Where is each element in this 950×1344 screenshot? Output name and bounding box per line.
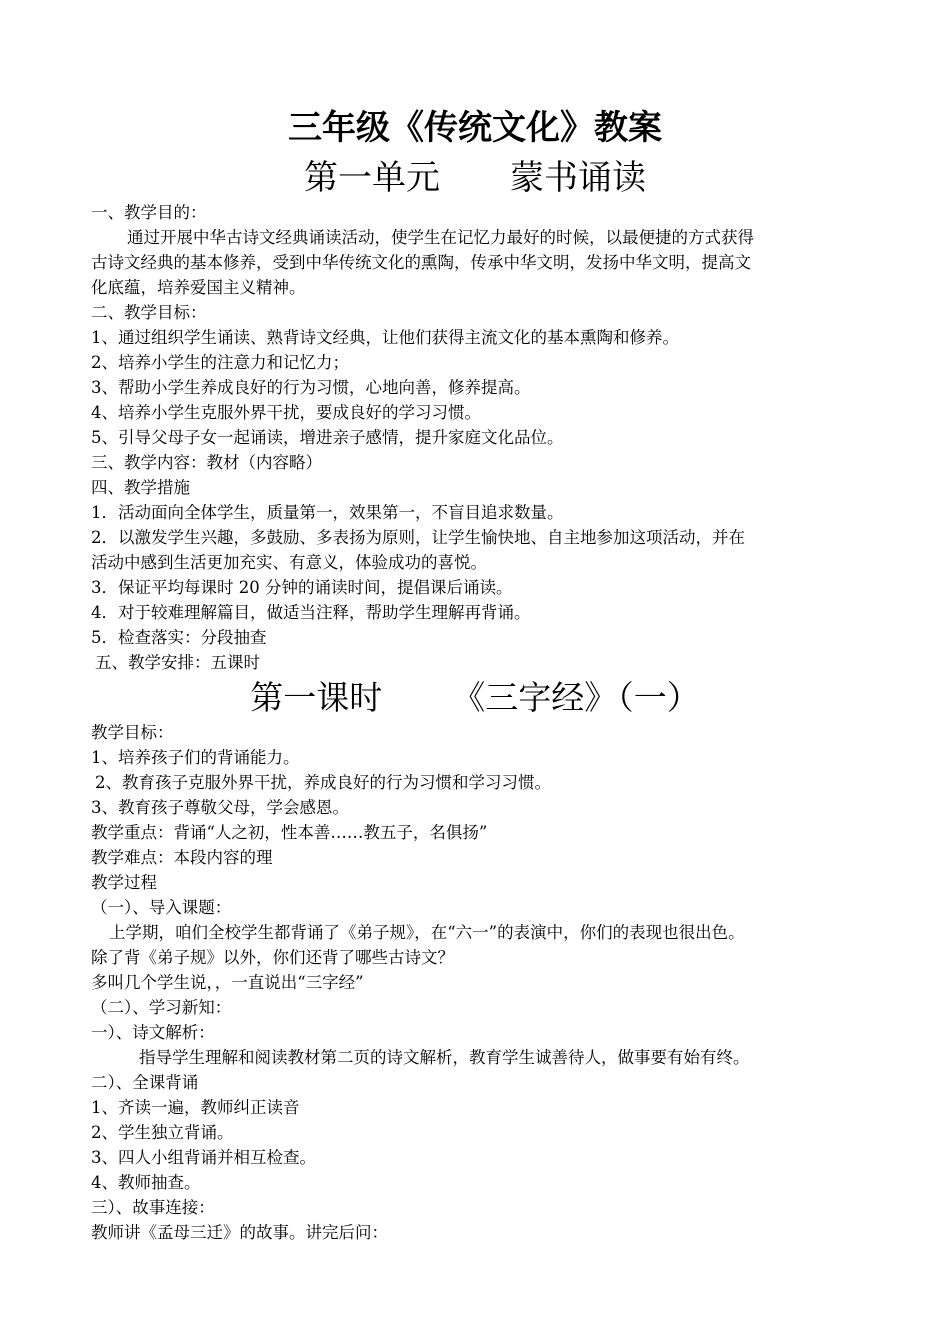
list-item: 4、培养小学生克服外界干扰，要成良好的学习习惯。	[91, 403, 481, 422]
list-item: 1、齐读一遍，教师纠正读音	[91, 1098, 300, 1117]
lesson-number: 第一课时	[250, 678, 383, 717]
list-item: 3．保证平均每课时 20 分钟的诵读时间，提倡课后诵读。	[91, 578, 513, 597]
paragraph-line: 指导学生理解和阅读教材第二页的诗文解析，教育学生诚善待人，做事要有始有终。	[139, 1048, 750, 1067]
paragraph-line: 教学重点：背诵“人之初，性本善……教五子，名俱扬”	[91, 823, 488, 842]
document-title: 三年级《传统文化》教案	[288, 108, 662, 148]
list-item: 3、教育孩子尊敬父母，学会感恩。	[91, 798, 349, 817]
list-item: 4．对于较难理解篇目，做适当注释，帮助学生理解再背诵。	[91, 603, 531, 622]
list-item: 4、教师抽查。	[91, 1173, 201, 1192]
list-item: 5．检查落实：分段抽查	[91, 628, 267, 647]
section-heading: 四、教学措施	[91, 478, 190, 497]
list-item: 5、引导父母子女一起诵读，增进亲子感情，提升家庭文化品位。	[91, 428, 564, 447]
list-item: 3、帮助小学生养成良好的行为习惯，心地向善，修养提高。	[91, 378, 531, 397]
subsection-heading: （二）、学习新知：	[91, 998, 232, 1017]
paragraph-line: 古诗文经典的基本修养，受到中华传统文化的熏陶，传承中华文明，发扬中华文明，提高文	[91, 253, 751, 272]
paragraph-line: 化底蕴，培养爱国主义精神。	[91, 278, 306, 297]
list-item: 2、培养小学生的注意力和记忆力；	[91, 353, 349, 372]
subsection-heading: 一）、诗文解析：	[91, 1023, 215, 1042]
list-item: 1、通过组织学生诵读、熟背诗文经典，让他们获得主流文化的基本熏陶和修养。	[91, 328, 679, 347]
list-item-continuation: 活动中感到生活更加充实、有意义，体验成功的喜悦。	[91, 553, 487, 572]
section-heading: 教学过程	[91, 873, 157, 892]
paragraph-line: 上学期，咱们全校学生都背诵了《弟子规》，在“六一”的表演中，你们的表现也很出色。	[109, 923, 745, 942]
list-item: 2、教育孩子克服外界干扰，养成良好的行为习惯和学习习惯。	[95, 773, 551, 792]
list-item: 2．以激发学生兴趣，多鼓励、多表扬为原则，让学生愉快地、自主地参加这项活动，并在	[91, 528, 745, 547]
list-item: 2、学生独立背诵。	[91, 1123, 234, 1142]
paragraph-line: 通过开展中华古诗文经典诵读活动，使学生在记忆力最好的时候，以最便捷的方式获得	[127, 228, 754, 247]
paragraph-line: 多叫几个学生说，，一直说出“三字经”	[91, 973, 364, 992]
lesson-title	[0, 674, 950, 722]
section-heading: 三、教学内容：教材（内容略）	[91, 453, 322, 472]
lesson-name: 《三字经》（一）	[452, 678, 700, 717]
unit-overview-section	[91, 200, 881, 675]
paragraph-line: 教师讲《孟母三迁》的故事。讲完后问：	[91, 1223, 388, 1242]
list-item: 1．活动面向全体学生，质量第一，效果第一，不盲目追求数量。	[91, 503, 564, 522]
subsection-heading: （一）、导入课题：	[91, 898, 232, 917]
section-heading: 一、教学目的：	[91, 203, 207, 222]
list-item: 3、四人小组背诵并相互检查。	[91, 1148, 316, 1167]
unit-name: 蒙书诵读	[510, 158, 646, 198]
list-item: 1、培养孩子们的背诵能力。	[91, 748, 300, 767]
unit-title	[0, 154, 950, 202]
unit-number: 第一单元	[304, 158, 440, 198]
section-heading: 二、教学目标：	[91, 303, 207, 322]
lesson-plan-section	[91, 720, 881, 1245]
paragraph-line: 教学难点：本段内容的理	[91, 848, 273, 867]
subsection-heading: 三）、故事连接：	[91, 1198, 215, 1217]
section-heading: 五、教学安排：五课时	[95, 653, 260, 672]
section-heading: 教学目标：	[91, 723, 174, 742]
subsection-heading: 二）、全课背诵	[91, 1073, 199, 1092]
paragraph-line: 除了背《弟子规》以外，你们还背了哪些古诗文？	[91, 948, 454, 967]
